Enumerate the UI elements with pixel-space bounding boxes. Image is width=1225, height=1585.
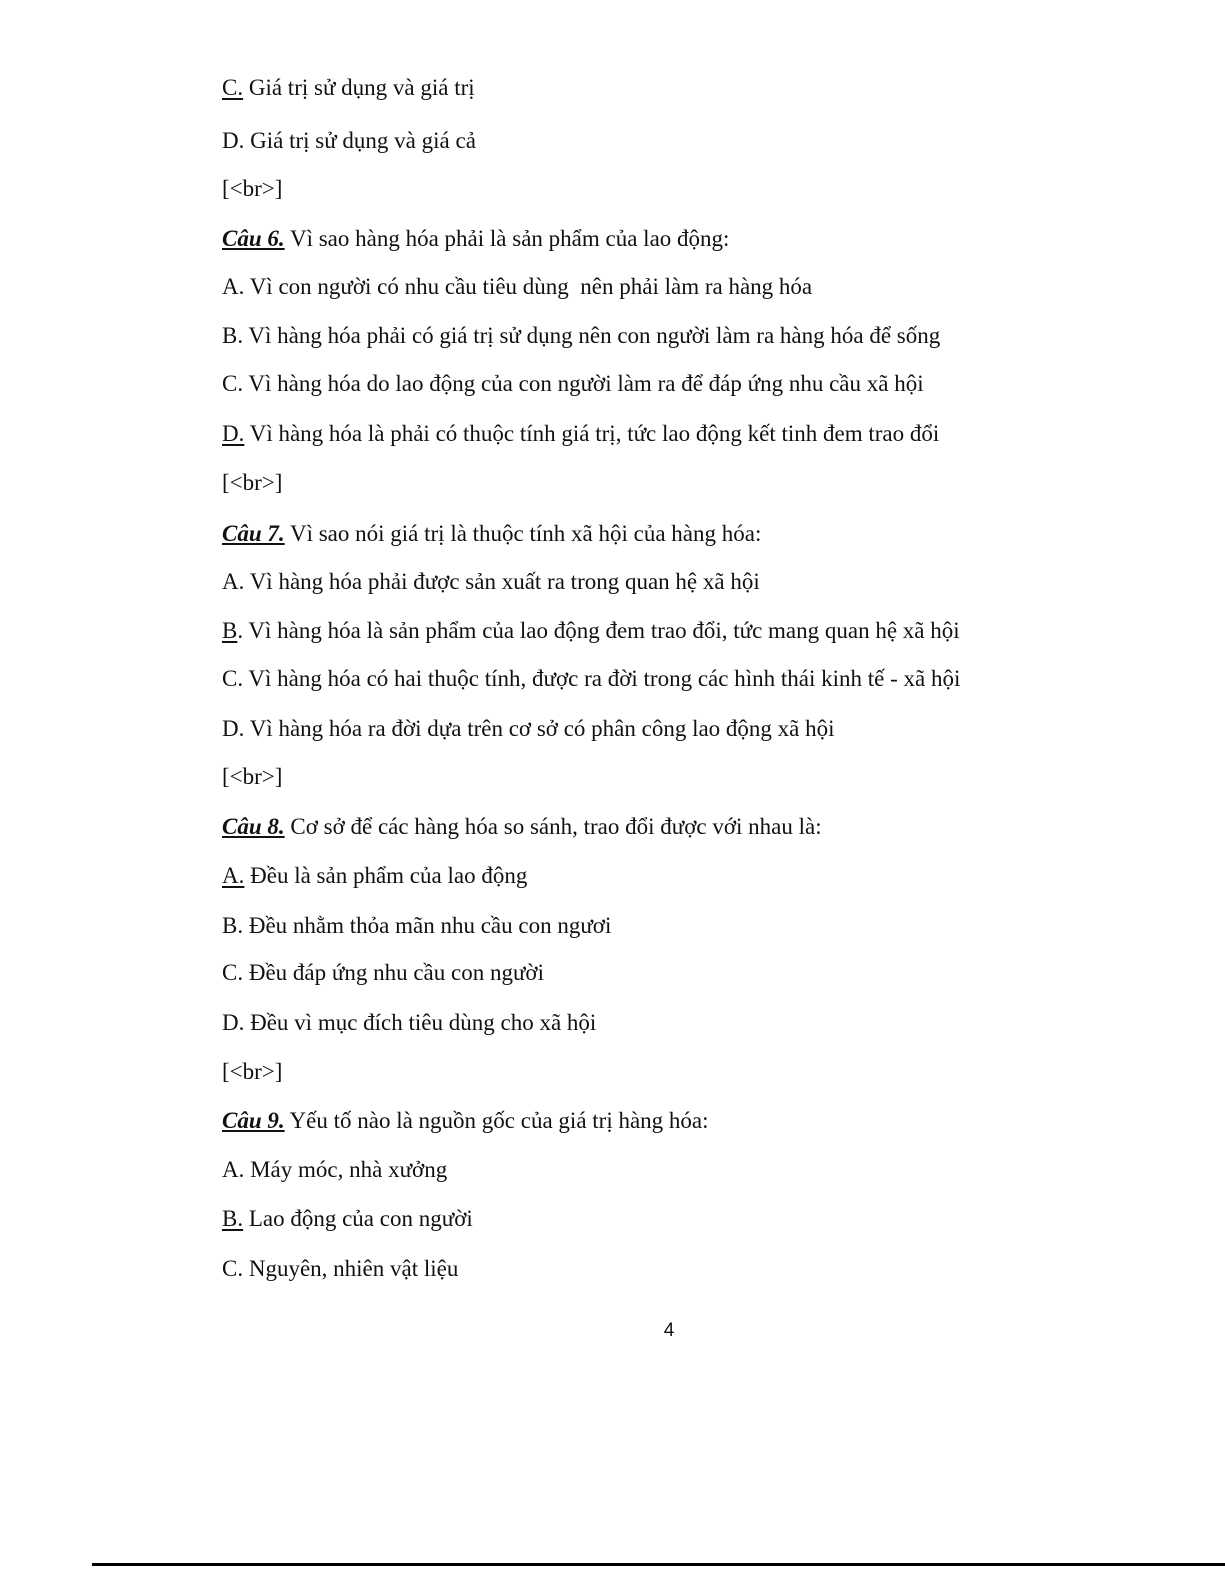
question-line — [222, 520, 761, 548]
answer-text: Vì hàng hóa là phải có thuộc tính giá trị, tức lao động kết tinh đem trao đổi — [244, 421, 940, 446]
answer-line — [222, 1205, 473, 1233]
answer-line — [222, 74, 475, 102]
break-text: [<br>] — [222, 470, 283, 495]
option-text: A. Vì con người có nhu cầu tiêu dùng nên phải làm ra hàng hóa — [222, 274, 813, 299]
question-text: Cơ sở để các hàng hóa so sánh, trao đổi được với nhau là: — [284, 814, 822, 839]
question-line — [222, 1107, 709, 1135]
answer-text: Lao động của con người — [243, 1206, 473, 1231]
option-text: C. Vì hàng hóa có hai thuộc tính, được ra đời trong các hình thái kinh tế - xã hội — [222, 666, 961, 691]
option-line — [222, 322, 940, 350]
break-marker — [222, 175, 282, 203]
question-label: Câu 9. — [222, 1108, 285, 1133]
option-text: D. Vì hàng hóa ra đời dựa trên cơ sở có phân công lao động xã hội — [222, 716, 835, 741]
question-text: Vì sao hàng hóa phải là sản phẩm của lao động: — [284, 226, 730, 251]
option-line — [222, 127, 476, 155]
question-line — [222, 813, 822, 841]
correct-answer-letter: B. — [222, 1206, 244, 1231]
question-line — [222, 225, 729, 253]
break-text: [<br>] — [222, 764, 283, 789]
option-line — [222, 568, 760, 596]
option-line — [222, 273, 812, 301]
break-marker — [222, 469, 282, 497]
option-text: B. Đều nhằm thỏa mãn nhu cầu con ngươi — [222, 913, 612, 938]
option-text: D. Đều vì mục đích tiêu dùng cho xã hội — [222, 1010, 597, 1035]
question-text: Yếu tố nào là nguồn gốc của giá trị hàng hóa: — [284, 1108, 709, 1133]
option-line — [222, 1156, 447, 1184]
correct-answer-letter: A. — [222, 863, 245, 888]
correct-answer-letter: C. — [222, 75, 244, 100]
option-line — [222, 1009, 596, 1037]
break-marker — [222, 1058, 282, 1086]
break-text: [<br>] — [222, 1059, 283, 1084]
page-bottom-rule — [92, 1563, 1225, 1566]
answer-text: Đều là sản phẩm của lao động — [244, 863, 528, 888]
answer-text: . Vì hàng hóa là sản phẩm của lao động đem trao đổi, tức mang quan hệ xã hội — [237, 618, 960, 643]
answer-text: Giá trị sử dụng và giá trị — [243, 75, 475, 100]
question-text: Vì sao nói giá trị là thuộc tính xã hội của hàng hóa: — [284, 521, 762, 546]
question-label: Câu 6. — [222, 226, 285, 251]
option-line — [222, 715, 835, 743]
correct-answer-letter: B — [222, 618, 238, 643]
option-text: A. Máy móc, nhà xưởng — [222, 1157, 448, 1182]
answer-line — [222, 420, 939, 448]
answer-line — [222, 617, 960, 645]
option-line — [222, 912, 611, 940]
option-line — [222, 959, 544, 987]
page-number: 4 — [663, 1320, 675, 1341]
option-line — [222, 665, 960, 693]
break-text: [<br>] — [222, 176, 283, 201]
question-label: Câu 8. — [222, 814, 285, 839]
break-marker — [222, 763, 282, 791]
option-text: C. Nguyên, nhiên vật liệu — [222, 1256, 459, 1281]
option-text: D. Giá trị sử dụng và giá cả — [222, 128, 476, 153]
answer-line — [222, 862, 527, 890]
question-label: Câu 7. — [222, 521, 285, 546]
option-text: C. Đều đáp ứng nhu cầu con người — [222, 960, 544, 985]
correct-answer-letter: D. — [222, 421, 245, 446]
option-line — [222, 370, 924, 398]
option-text: B. Vì hàng hóa phải có giá trị sử dụng nên con người làm ra hàng hóa để sống — [222, 323, 941, 348]
option-line — [222, 1255, 458, 1283]
option-text: A. Vì hàng hóa phải được sản xuất ra trong quan hệ xã hội — [222, 569, 760, 594]
option-text: C. Vì hàng hóa do lao động của con người làm ra để đáp ứng nhu cầu xã hội — [222, 371, 924, 396]
